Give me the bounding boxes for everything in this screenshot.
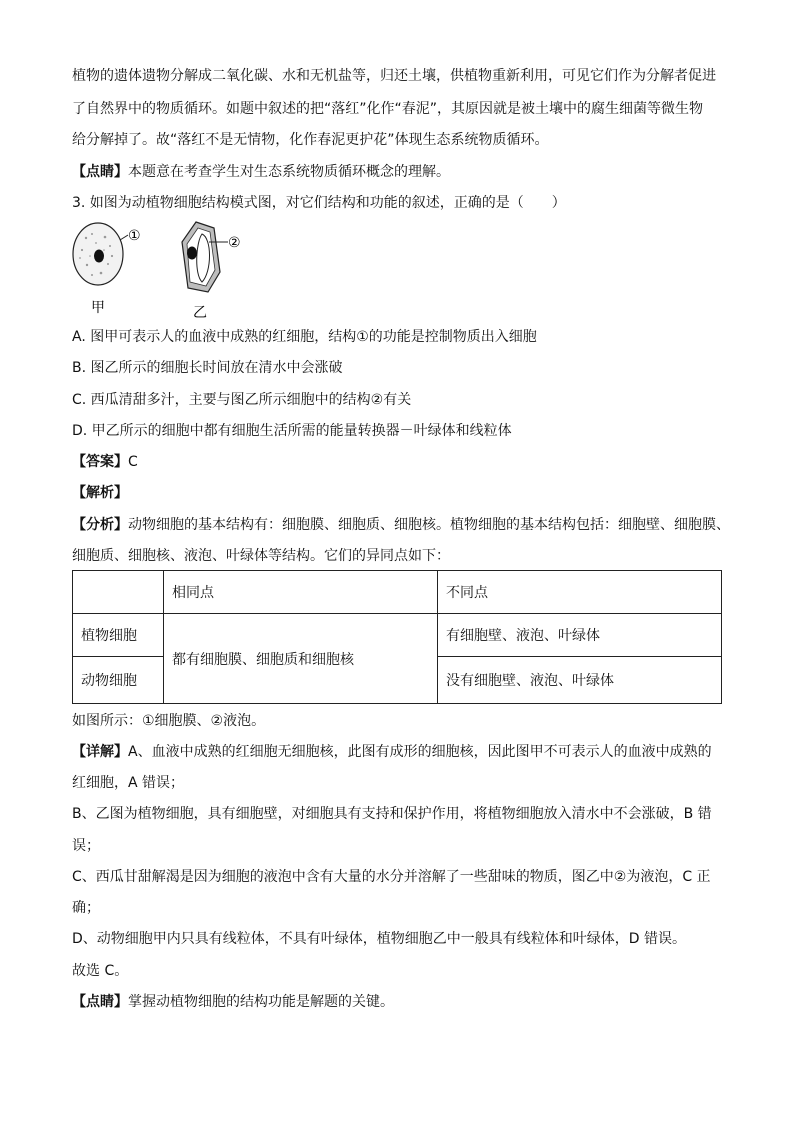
label-jia: 甲 (91, 300, 105, 316)
common-cell: 都有细胞膜、细胞质和细胞核 (164, 614, 438, 704)
option-a: A. 图甲可表示人的血液中成熟的红细胞，结构①的功能是控制物质出入细胞 (72, 329, 537, 345)
plant-cell-figure (182, 222, 228, 292)
label-yi: 乙 (193, 305, 207, 320)
dianjing-line-2 (72, 992, 394, 1012)
option-d: D. 甲乙所示的细胞中都有细胞生活所需的能量转换器－叶绿体和线粒体 (72, 423, 512, 439)
dianjing-tag-2: 【点睛】 (72, 994, 128, 1010)
marker-2: ② (228, 235, 241, 251)
paragraph-line: 了自然界中的物质循环。如题中叙述的把“落红”化作“春泥”，其原因就是被土壤中的腐生细菌等微生物 (72, 101, 704, 117)
jiexi-line (72, 483, 128, 503)
plant-diff-cell: 有细胞壁、液泡、叶绿体 (438, 614, 722, 657)
xiangjie-c-cont: 确； (72, 900, 100, 916)
xiangjie-a-text: A、血液中成熟的红细胞无细胞核，此图有成形的细胞核，因此图甲不可表示人的血液中成熟的 (128, 744, 712, 760)
option-c: C. 西瓜清甜多汁，主要与图乙所示细胞中的结构②有关 (72, 392, 412, 408)
fenxi-text: 动物细胞的基本结构有：细胞膜、细胞质、细胞核。植物细胞的基本结构包括：细胞壁、细胞膜、 (128, 517, 730, 533)
option-b: B. 图乙所示的细胞长时间放在清水中会涨破 (72, 360, 343, 376)
dianjing-text-2: 掌握动植物细胞的结构功能是解题的关键。 (128, 994, 394, 1010)
conclusion-line: 故选 C。 (72, 963, 129, 979)
answer-line (72, 452, 138, 472)
jiexi-tag: 【解析】 (72, 485, 128, 501)
figure-note: 如图所示：①细胞膜、②液泡。 (72, 713, 266, 729)
xiangjie-a-cont: 红细胞，A 错误； (72, 775, 185, 791)
animal-diff-cell: 没有细胞壁、液泡、叶绿体 (438, 657, 722, 704)
nucleus-shape (94, 250, 104, 263)
table-header-same: 相同点 (164, 571, 438, 614)
answer-tag: 【答案】 (72, 454, 128, 470)
paragraph-line: 给分解掉了。故“落红不是无情物，化作春泥更护花”体现生态系统物质循环。 (72, 132, 549, 148)
dianjing-line (72, 162, 450, 182)
xiangjie-d: D、动物细胞甲内只具有线粒体，不具有叶绿体，植物细胞乙中一般具有线粒体和叶绿体，D 错误。 (72, 931, 687, 947)
xiangjie-tag: 【详解】 (72, 744, 128, 760)
table-row (73, 614, 722, 657)
cell-diagram (68, 220, 278, 320)
dianjing-tag: 【点睛】 (72, 164, 128, 180)
xiangjie-c: C、西瓜甘甜解渴是因为细胞的液泡中含有大量的水分并溶解了一些甜味的物质，图乙中②为液泡，C 正 (72, 869, 711, 885)
question-stem: 3. 如图为动植物细胞结构模式图，对它们结构和功能的叙述，正确的是（ ） (72, 195, 566, 211)
table-cell (73, 571, 164, 614)
paragraph-line: 植物的遗体遗物分解成二氧化碳、水和无机盐等，归还土壤，供植物重新利用，可见它们作为分解者促进 (72, 68, 716, 84)
animal-cell-figure (73, 223, 128, 285)
nucleus-shape (187, 247, 197, 260)
xiangjie-b: B、乙图为植物细胞，具有细胞壁，对细胞具有支持和保护作用，将植物细胞放入清水中不会涨破，B 错 (72, 806, 712, 822)
comparison-table (72, 570, 722, 704)
answer-text: C (128, 454, 138, 470)
row-label-animal: 动物细胞 (73, 657, 164, 704)
dianjing-text: 本题意在考查学生对生态系统物质循环概念的理解。 (128, 164, 450, 180)
table-header-diff: 不同点 (438, 571, 722, 614)
fenxi-line (72, 515, 730, 535)
marker-1: ① (128, 228, 141, 244)
table-header-row (73, 571, 722, 614)
fenxi-line-2: 细胞质、细胞核、液泡、叶绿体等结构。它们的异同点如下： (72, 548, 450, 564)
row-label-plant: 植物细胞 (73, 614, 164, 657)
fenxi-tag: 【分析】 (72, 517, 128, 533)
xiangjie-b-cont: 误； (72, 838, 100, 854)
xiangjie-line (72, 742, 712, 762)
